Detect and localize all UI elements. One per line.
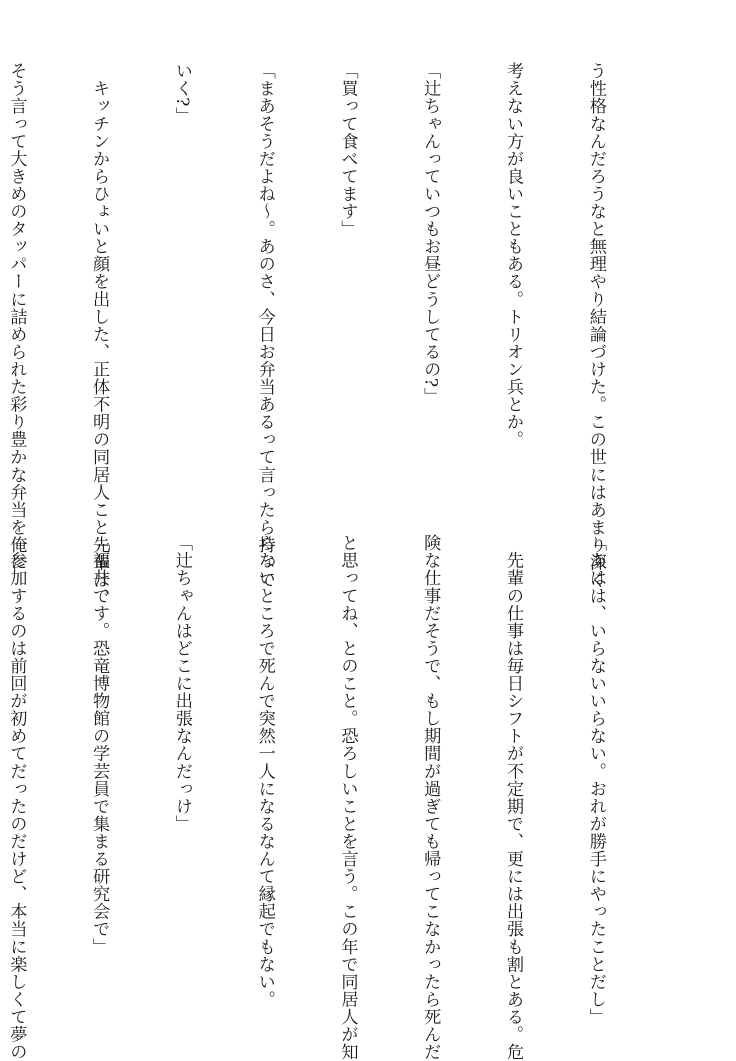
upper-text-block bbox=[6, 62, 664, 607]
text-line: 「買って食べてます」 bbox=[337, 62, 358, 238]
text-line: 「辻ちゃんっていつもお昼どうしてるの?」 bbox=[420, 62, 441, 406]
text-line: 「あはは、いらないいらない。おれが勝手にやったことだし」 bbox=[585, 534, 606, 1026]
text-line: 考えない方が良いこともある。トリオン兵とか。 bbox=[503, 62, 524, 449]
text-line: 先輩の仕事は毎日シフトが不定期で、更には出張も割とある。危 bbox=[503, 534, 524, 1061]
text-line: いく?」 bbox=[171, 62, 192, 125]
lower-text-block bbox=[6, 534, 664, 1061]
text-line: 「福井です。恐竜博物館の学芸員で集まる研究会で」 bbox=[89, 534, 110, 956]
text-line: 「辻ちゃんはどこに出張なんだっけ」 bbox=[171, 534, 192, 833]
text-line: そう言って大きめのタッパーに詰められた彩り豊かな弁当を俺に bbox=[6, 62, 27, 571]
text-line: 参加するのは前回が初めてだったのだけど、本当に楽しくて夢の bbox=[6, 534, 27, 1061]
text-line: キッチンからひょいと顔を出した、正体不明の同居人こと先輩は、 bbox=[89, 62, 110, 607]
text-line: 険な仕事だそうで、もし期間が過ぎても帰ってこなかったら死んだ bbox=[420, 534, 441, 1061]
text-line: 「まあそうだよね～。あのさ、今日お弁当あるって言ったら持って bbox=[254, 62, 275, 589]
text-line: と思ってね、とのこと。恐ろしいことを言う。この年で同居人が知 bbox=[337, 534, 358, 1061]
text-line: う性格なんだろうなと無理やり結論づけた。この世にはあまり深く bbox=[585, 62, 606, 589]
text-line: らないところで死んで突然一人になるなんて縁起でもない。 bbox=[254, 534, 275, 1008]
